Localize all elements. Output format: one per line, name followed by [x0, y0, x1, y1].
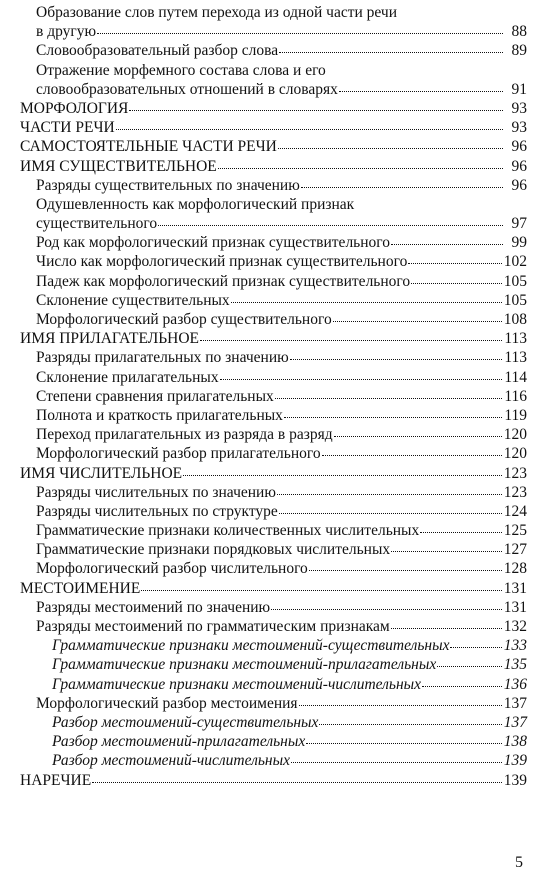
toc-entry-title: Морфологический разбор местоимения: [36, 694, 298, 712]
toc-entry: [36, 252, 527, 271]
toc-entry-line: [52, 636, 527, 655]
toc-entry: [52, 675, 527, 694]
toc-entry-title: в другую: [36, 23, 97, 41]
toc-entry-title: Морфологический разбор числительного: [36, 560, 308, 578]
toc-entry-page: 96: [511, 157, 527, 175]
toc-entry-line: [52, 713, 527, 732]
dot-leader: [450, 635, 501, 648]
dot-leader: [391, 616, 502, 629]
toc-entry: [52, 713, 527, 732]
toc-entry-line: [36, 387, 527, 406]
toc-entry-title: Склонение существительных: [36, 291, 230, 309]
toc-entry-page: 93: [511, 119, 527, 137]
toc-entry-title: Разряды числительных по значению: [36, 483, 276, 501]
toc-entry-line: [36, 694, 527, 713]
dot-leader: [301, 175, 503, 188]
toc-entry: [20, 771, 527, 790]
toc-entry-page: 135: [503, 656, 527, 674]
toc-entry-page: 97: [511, 215, 527, 233]
dot-leader: [391, 232, 503, 245]
toc-entry-page: 127: [503, 541, 527, 559]
toc-entry-page: 128: [503, 560, 527, 578]
toc-entry: [36, 387, 527, 406]
toc-entry-line: [36, 425, 527, 444]
dot-leader: [333, 309, 502, 322]
dot-leader: [284, 405, 502, 418]
toc-entry-line: [36, 483, 527, 502]
toc-entry-line: [36, 444, 527, 463]
toc-entry-page: 89: [511, 42, 527, 60]
toc-entry-line: [36, 272, 527, 291]
toc-entry: [36, 195, 527, 233]
toc-entry-line: [20, 329, 527, 348]
toc-entry: [36, 502, 527, 521]
toc-entry-line: [20, 157, 527, 176]
dot-leader: [306, 731, 502, 744]
toc-entry-title: Разряды прилагательных по значению: [36, 349, 289, 367]
toc-entry-page: 96: [511, 138, 527, 156]
toc-entry-line: [36, 540, 527, 559]
toc-entry-line: [36, 559, 527, 578]
table-of-contents: [0, 3, 545, 790]
toc-entry-title: Грамматические признаки местоимений-числительных: [52, 675, 422, 693]
toc-entry-title-line: Одушевленность как морфологический признак: [36, 195, 355, 213]
dot-leader: [291, 750, 502, 763]
page-number: 5: [515, 854, 523, 871]
toc-entry-line: [20, 771, 527, 790]
toc-entry-page: 125: [503, 522, 527, 540]
toc-entry-title: Разряды местоимений по грамматическим признакам: [36, 618, 390, 636]
toc-entry: [36, 425, 527, 444]
toc-entry-title: Грамматические признаки местоимений-прилагательных: [52, 656, 437, 674]
dot-leader: [437, 654, 501, 667]
dot-leader: [271, 597, 502, 610]
toc-entry-page: 123: [503, 483, 527, 501]
toc-entry-title: Разряды местоимений по значению: [36, 598, 271, 616]
dot-leader: [334, 424, 502, 437]
toc-entry-title: Разряды числительных по структуре: [36, 502, 278, 520]
toc-entry-title: Склонение прилагательных: [36, 368, 219, 386]
toc-entry: [36, 540, 527, 559]
toc-entry-page: 137: [503, 713, 527, 731]
toc-entry-line: [36, 291, 527, 310]
toc-entry-title: Число как морфологический признак существительного: [36, 253, 408, 271]
toc-entry-title: Переход прилагательных из разряда в разряд: [36, 426, 333, 444]
toc-entry-title: Разбор местоимений-существительных: [52, 713, 319, 731]
toc-entry-title-line: Отражение морфемного состава слова и его: [36, 61, 326, 79]
toc-entry: [52, 636, 527, 655]
toc-entry-page: 114: [504, 368, 527, 386]
toc-entry-line: [36, 368, 527, 387]
dot-leader: [420, 520, 502, 533]
toc-entry-line: [36, 617, 527, 636]
toc-entry: [20, 157, 527, 176]
toc-entry-line: [20, 118, 527, 137]
toc-entry-page: 102: [503, 253, 527, 271]
dot-leader: [220, 367, 503, 380]
toc-entry-title: Разбор местоимений-числительных: [52, 752, 291, 770]
toc-entry-title: Морфологический разбор существительного: [36, 311, 332, 329]
toc-entry-line: [36, 310, 527, 329]
dot-leader: [141, 578, 501, 591]
toc-entry-line: [52, 655, 527, 674]
dot-leader: [129, 98, 503, 111]
toc-entry-title: Степени сравнения прилагательных: [36, 387, 274, 405]
toc-entry: [36, 483, 527, 502]
toc-entry-page: 138: [503, 733, 527, 751]
toc-entry-title: Падеж как морфологический признак существительного: [36, 272, 411, 290]
toc-entry-line: [20, 137, 527, 156]
dot-leader: [97, 21, 503, 34]
toc-entry-line: [36, 406, 527, 425]
dot-leader: [200, 328, 502, 341]
toc-entry-title: Разряды существительных по значению: [36, 176, 300, 194]
toc-entry-page: 136: [503, 675, 527, 693]
toc-entry-title: Полнота и краткость прилагательных: [36, 406, 283, 424]
toc-entry-page: 105: [503, 291, 527, 309]
toc-entry-page: 124: [503, 502, 527, 520]
toc-entry: [20, 329, 527, 348]
toc-entry: [36, 406, 527, 425]
toc-entry: [36, 368, 527, 387]
dot-leader: [290, 347, 503, 360]
toc-entry: [20, 118, 527, 137]
toc-entry-line: [36, 80, 527, 99]
dot-leader: [116, 117, 503, 130]
toc-entry: [36, 291, 527, 310]
toc-entry: [20, 137, 527, 156]
toc-entry-title: ИМЯ СУЩЕСТВИТЕЛЬНОЕ: [20, 157, 217, 175]
toc-entry-page: 139: [503, 752, 527, 770]
dot-leader: [275, 386, 503, 399]
toc-entry-title: ИМЯ ПРИЛАГАТЕЛЬНОЕ: [20, 330, 200, 348]
toc-entry-page: 119: [504, 406, 527, 424]
toc-entry-line: [20, 464, 527, 483]
toc-entry-page: 93: [511, 99, 527, 117]
toc-entry: [36, 61, 527, 99]
dot-leader: [183, 463, 502, 476]
toc-entry: [36, 310, 527, 329]
toc-entry-line: [36, 252, 527, 271]
toc-entry-title: МОРФОЛОГИЯ: [20, 99, 129, 117]
toc-entry-line: [36, 348, 527, 367]
toc-entry-page: 116: [504, 387, 527, 405]
toc-entry: [36, 176, 527, 195]
dot-leader: [278, 136, 503, 149]
toc-entry-title: Морфологический разбор прилагательного: [36, 445, 321, 463]
toc-entry-title: Род как морфологический признак существительного: [36, 234, 391, 252]
dot-leader: [408, 251, 501, 264]
toc-entry-title: Словообразовательный разбор слова: [36, 42, 279, 60]
toc-entry-page: 105: [503, 272, 527, 290]
dot-leader: [299, 693, 502, 706]
toc-entry-title: САМОСТОЯТЕЛЬНЫЕ ЧАСТИ РЕЧИ: [20, 138, 277, 156]
toc-entry: [36, 41, 527, 60]
toc-entry: [52, 751, 527, 770]
toc-entry: [36, 233, 527, 252]
toc-entry: [20, 464, 527, 483]
toc-entry-title: Разбор местоимений-прилагательных: [52, 733, 306, 751]
toc-entry-line: [36, 22, 527, 41]
dot-leader: [322, 443, 502, 456]
toc-entry: [52, 655, 527, 674]
toc-entry-page: 133: [503, 637, 527, 655]
toc-entry-title-line: Образование слов путем перехода из одной части речи: [36, 4, 398, 21]
toc-entry-line: [36, 598, 527, 617]
toc-entry-line: [52, 732, 527, 751]
dot-leader: [391, 539, 502, 552]
toc-entry: [36, 444, 527, 463]
toc-entry-page: 137: [503, 694, 527, 712]
toc-entry-page: 96: [511, 176, 527, 194]
toc-entry-title: Грамматические признаки количественных числительных: [36, 522, 420, 540]
toc-entry-title: ЧАСТИ РЕЧИ: [20, 119, 115, 137]
dot-leader: [92, 770, 502, 783]
toc-entry-page: 139: [503, 771, 527, 789]
toc-entry-title: словообразовательных отношений в словарях: [36, 80, 338, 98]
toc-entry-page: 120: [503, 445, 527, 463]
toc-entry-line: [36, 521, 527, 540]
toc-entry-line: [36, 502, 527, 521]
toc-entry: [20, 99, 527, 118]
toc-entry-page: 88: [511, 23, 527, 41]
toc-entry-title: Грамматические признаки порядковых числительных: [36, 541, 391, 559]
dot-leader: [309, 558, 502, 571]
toc-entry-line: [52, 751, 527, 770]
toc-entry: [20, 579, 527, 598]
toc-entry: [36, 521, 527, 540]
dot-leader: [422, 674, 502, 687]
toc-entry: [36, 694, 527, 713]
toc-entry-line: [36, 41, 527, 60]
toc-entry-page: 132: [503, 618, 527, 636]
toc-entry-line: [20, 99, 527, 118]
toc-entry: [36, 598, 527, 617]
dot-leader: [277, 482, 502, 495]
toc-entry-line: [36, 214, 527, 233]
toc-entry-line: [36, 233, 527, 252]
toc-entry-title: МЕСТОИМЕНИЕ: [20, 579, 141, 597]
dot-leader: [279, 501, 502, 514]
toc-entry-title: Грамматические признаки местоимений-существительных: [52, 637, 450, 655]
toc-entry: [36, 3, 527, 41]
toc-entry-page: 123: [503, 464, 527, 482]
dot-leader: [218, 156, 503, 169]
dot-leader: [158, 213, 503, 226]
toc-entry: [36, 348, 527, 367]
toc-entry-page: 120: [503, 426, 527, 444]
toc-entry-page: 113: [504, 330, 527, 348]
dot-leader: [411, 271, 502, 284]
toc-entry-title: НАРЕЧИЕ: [20, 771, 92, 789]
toc-entry-title: существительного: [36, 215, 158, 233]
toc-entry: [52, 732, 527, 751]
toc-entry-line: [20, 579, 527, 598]
toc-entry-line: [52, 675, 527, 694]
toc-entry-title: ИМЯ ЧИСЛИТЕЛЬНОЕ: [20, 464, 183, 482]
toc-entry: [36, 617, 527, 636]
dot-leader: [319, 712, 501, 725]
toc-entry: [36, 559, 527, 578]
toc-entry-page: 99: [511, 234, 527, 252]
toc-entry-line: [36, 176, 527, 195]
toc-entry-page: 131: [503, 598, 527, 616]
dot-leader: [231, 290, 502, 303]
dot-leader: [279, 40, 503, 53]
toc-entry-page: 113: [504, 349, 527, 367]
toc-entry-page: 91: [511, 80, 527, 98]
toc-entry: [36, 272, 527, 291]
dot-leader: [339, 79, 503, 92]
toc-entry-page: 108: [503, 311, 527, 329]
toc-entry-page: 131: [503, 579, 527, 597]
